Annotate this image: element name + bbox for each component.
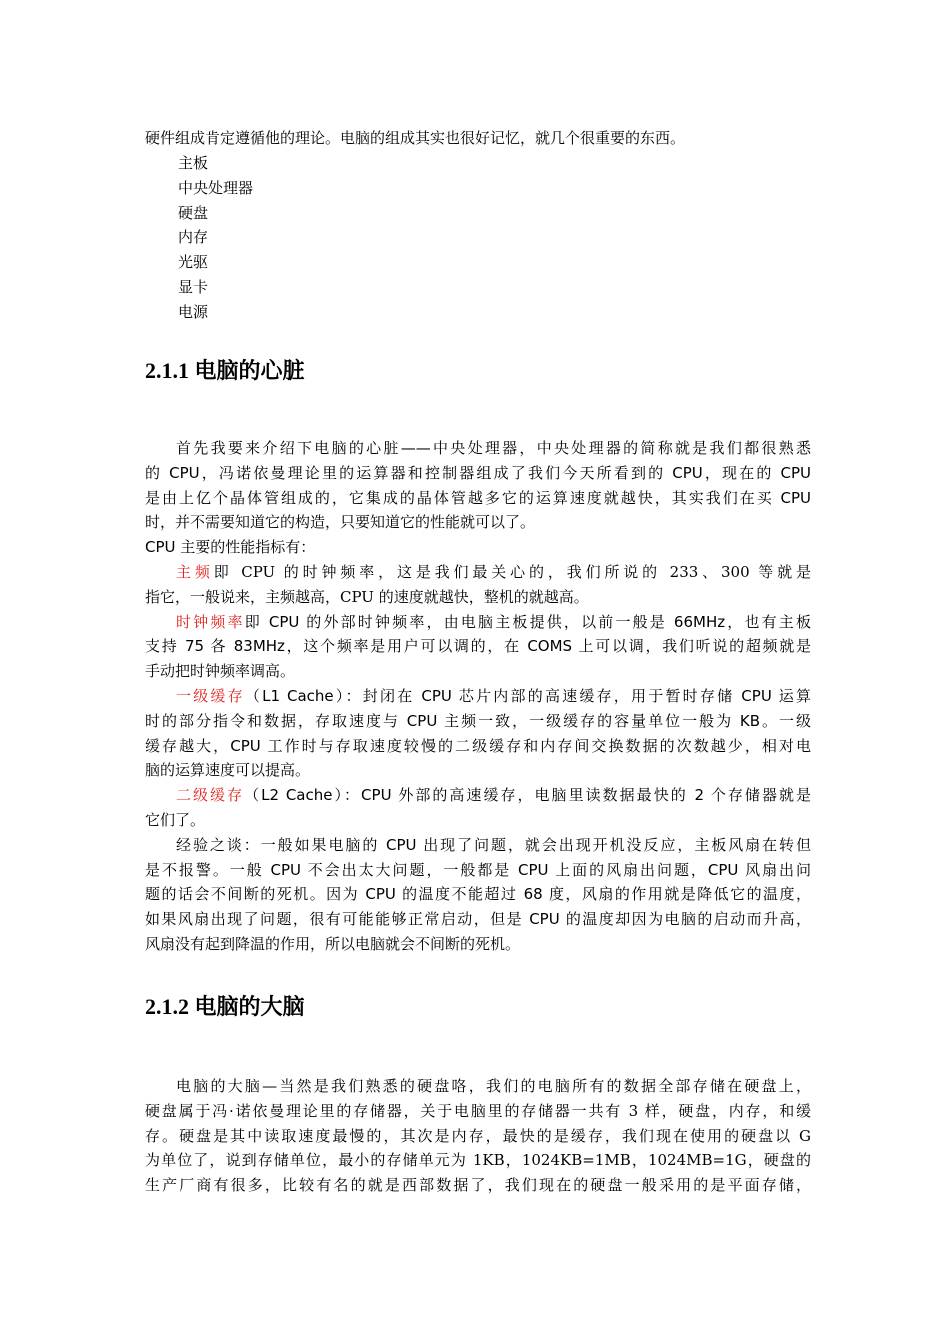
section-2-1-1-body (145, 436, 811, 957)
section-heading-2-1-1: 2.1.1 电脑的心脏 (145, 358, 305, 383)
paragraph-line: 指它，一般说来，主频越高，CPU 的速度就越快，整机的就越高。 (145, 587, 589, 606)
paragraph-line: 的 CPU，冯诺依曼理论里的运算器和控制器组成了我们今天所看到的 CPU，现在的 CPU (145, 463, 811, 482)
l1-cache-line: 一级缓存（L1 Cache）：封闭在 CPU 芯片内部的高速缓存，用于暂时存储 CPU 运算 (176, 686, 811, 705)
list-item: 中央处理器 (178, 178, 254, 197)
section-heading-2-1-2: 2.1.2 电脑的大脑 (145, 994, 305, 1019)
indicators-title: CPU 主要的性能指标有： (145, 538, 316, 557)
paragraph-line: 首先我要来介绍下电脑的心脏——中央处理器，中央处理器的简称就是我们都很熟悉 (176, 439, 811, 457)
paragraph-line: 存。硬盘是其中读取速度最慢的，其次是内存，最快的是缓存，我们现在使用的硬盘以 G (145, 1126, 811, 1145)
main-frequency-line: 主频即 CPU 的时钟频率，这是我们最关心的，我们所说的 233、300 等就是 (176, 562, 811, 581)
paragraph-line: 风扇没有起到降温的作用，所以电脑就会不间断的死机。 (145, 934, 521, 953)
list-item: 硬盘 (178, 203, 209, 222)
paragraph-line: 是由上亿个晶体管组成的，它集成的晶体管越多它的运算速度就越快，其实我们在买 CPU (145, 488, 811, 507)
term-l2-cache: 二级缓存 (176, 786, 245, 805)
paragraph-line: 脑的运算速度可以提高。 (145, 761, 311, 780)
paragraph-line: 缓存越大，CPU 工作时与存取速度较慢的二级缓存和内存间交换数据的次数越少，相对电 (145, 736, 811, 755)
paragraph-line: 为单位了，说到存储单位，最小的存储单元为 1KB，1024KB=1MB，1024MB=1G，硬盘的 (145, 1151, 811, 1170)
term-clock-frequency: 时钟频率 (176, 612, 245, 631)
paragraph-line: 支持 75 各 83MHz，这个频率是用户可以调的，在 COMS 上可以调，我们听说的超频就是 (145, 637, 811, 656)
clock-frequency-line: 时钟频率即 CPU 的外部时钟频率，由电脑主板提供，以前一般是 66MHz，也有主板 (176, 612, 811, 631)
experience-line: 经验之谈：一般如果电脑的 CPU 出现了问题，就会出现开机没反应，主板风扇在转但 (176, 835, 811, 854)
paragraph-line: 时，并不需要知道它的构造，只要知道它的性能就可以了。 (145, 513, 536, 532)
paragraph-line: 时的部分指令和数据，存取速度与 CPU 主频一致，一级缓存的容量单位一般为 KB。一级 (145, 711, 811, 730)
paragraph-line: 是不报警。一般 CPU 不会出太大问题，一般都是 CPU 上面的风扇出问题，CPU 风扇出问 (145, 860, 811, 879)
intro-line: 硬件组成肯定遵循他的理论。电脑的组成其实也很好记忆，就几个很重要的东西。 (145, 129, 686, 147)
paragraph-line: 硬盘属于冯·诺依曼理论里的存储器，关于电脑里的存储器一共有 3 样，硬盘，内存，和缓 (145, 1101, 811, 1120)
term-main-frequency: 主频 (176, 562, 214, 581)
list-item: 主板 (178, 154, 209, 172)
paragraph-line: 如果风扇出现了问题，很有可能能够正常启动，但是 CPU 的温度却因为电脑的启动而升高， (145, 910, 811, 929)
section-2-1-2-body (145, 1074, 811, 1198)
list-item: 电源 (178, 302, 209, 321)
paragraph-line: 生产厂商有很多，比较有名的就是西部数据了，我们现在的硬盘一般采用的是平面存储， (145, 1176, 811, 1195)
paragraph-line: 手动把时钟频率调高。 (145, 662, 296, 681)
paragraph-line: 题的话会不间断的死机。因为 CPU 的温度不能超过 68 度，风扇的作用就是降低它的温度， (145, 885, 811, 904)
paragraph-line: 它们了。 (145, 810, 206, 829)
l2-cache-line: 二级缓存（L2 Cache）：CPU 外部的高速缓存，电脑里读数据最快的 2 个存储器就是 (176, 786, 811, 805)
component-list (178, 153, 253, 327)
list-item: 显卡 (178, 277, 209, 296)
list-item: 内存 (178, 228, 209, 247)
list-item: 光驱 (178, 253, 209, 272)
term-l1-cache: 一级缓存 (176, 686, 245, 705)
paragraph-line: 电脑的大脑—当然是我们熟悉的硬盘咯，我们的电脑所有的数据全部存储在硬盘上， (176, 1077, 811, 1095)
